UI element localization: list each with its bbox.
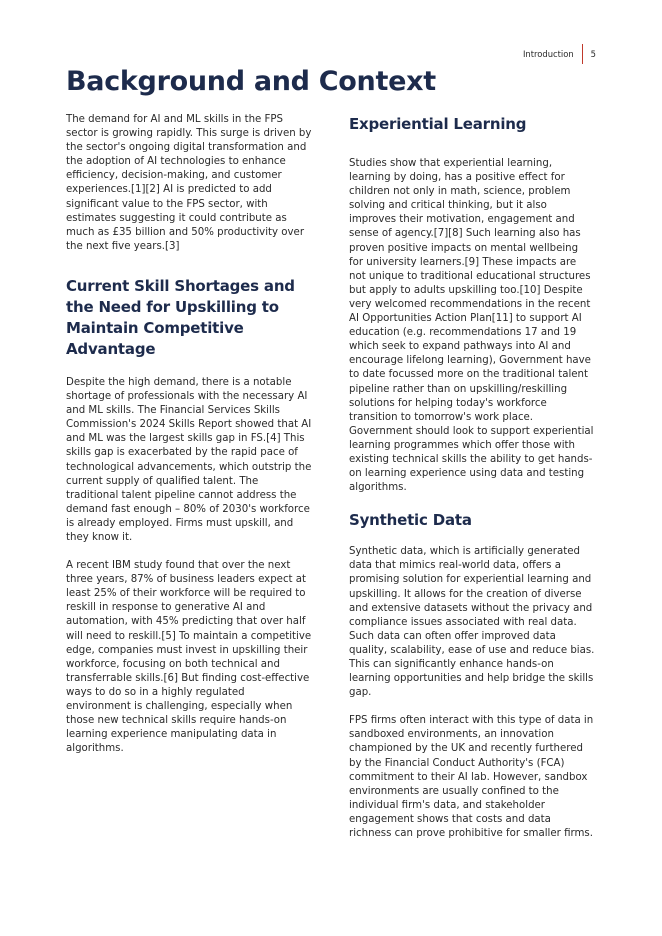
page-number: 5 — [590, 49, 596, 59]
experiential-learning-heading: Experiential Learning — [349, 115, 527, 133]
experiential-learning-paragraph: Studies show that experiential learning, learning by doing, has a positive effect for children not only in math, science, problem solving and critical thinking, but it also improves their motivation, engagement and sense of agency.[7][8] Such learning also has proven positive impacts on mental wellbeing for university learners.[9] These impacts are not unique to traditional educational structures but apply to adults upskilling too.[10] Despite very welcomed recommendations in the recent AI Opportunities Action Plan[11] to support AI education (e.g. recommendations 17 and 19 which seek to expand pathways into AI and encourage lifelong learning), Government have to date focussed more on the traditional talent pipeline rather than on upskilling/reskilling solutions for helping today's workforce transition to tomorrow's work place. Government should look to support experiential learning programmes which offer those with existing technical skills the ability to get hands-on learning experience using data and testing algorithms. — [349, 158, 594, 494]
skill-shortages-paragraph-2: A recent IBM study found that over the next three years, 87% of business leaders expect at least 25% of their workforce will be required to reskill in response to generative AI and automation, with 45% predicting that over half will need to reskill.[5] To maintain a competitive edge, companies must invest in upskilling their workforce, focusing on both technical and transferrable skills.[6] But finding cost-effective ways to do so in a highly regulated environment is challenging, especially when those new technical skills require hands-on learning experience manipulating data in algorithms. — [66, 560, 312, 755]
synthetic-data-heading: Synthetic Data — [349, 511, 472, 530]
header-section-label: Introduction — [522, 49, 574, 59]
skill-shortages-heading: Current Skill Shortages and the Need for Upskilling to Maintain Competitive Advantage — [66, 276, 295, 358]
synthetic-data-paragraph-2: FPS firms often interact with this type of data in sandboxed environments, an innovation championed by the UK and recently furthered by the Financial Conduct Authority's (FCA) commitment to their AI lab. However, sandbox environments are usually confined to the individual firm's data, and stakeholder engagement shows that costs and data richness can prove prohibitive for smaller firms. — [349, 715, 594, 840]
left-column — [66, 113, 312, 756]
page-title: Background and Context — [66, 66, 436, 97]
skill-shortages-paragraph-1: Despite the high demand, there is a notable shortage of professionals with the necessary AI and ML skills. The Financial Services Skills Commission's 2024 Skills Report showed that AI and ML was the largest skills gap in FS.[4] This skills gap is exacerbated by the rapid pace of technological advancements, which outstrip the current supply of qualified talent. The traditional talent pipeline cannot address the demand fast enough – 80% of 2030's workforce is already employed. Firms must upskill, and they know it. — [66, 376, 312, 543]
intro-paragraph: The demand for AI and ML skills in the FPS sector is growing rapidly. This surge is driven by the sector's ongoing digital transformation and the adoption of AI technologies to enhance efficiency, decision-making, and customer experiences.[1][2] AI is predicted to add significant value to the FPS sector, with estimates suggesting it could contribute as much as £35 billion and 50% productivity over the next five years.[3] — [66, 114, 312, 252]
synthetic-data-paragraph-1: Synthetic data, which is artificially generated data that mimics real-world data, offers a promising solution for experiential learning and upskilling. It allows for the creation of diverse and extensive datasets without the privacy and compliance issues associated with real data. Such data can often offer improved data quality, scalability, ease of use and reduce bias. This can significantly enhance hands-on learning opportunities and help bridge the skills gap. — [349, 546, 595, 699]
running-header — [523, 44, 596, 64]
right-column — [349, 113, 595, 841]
